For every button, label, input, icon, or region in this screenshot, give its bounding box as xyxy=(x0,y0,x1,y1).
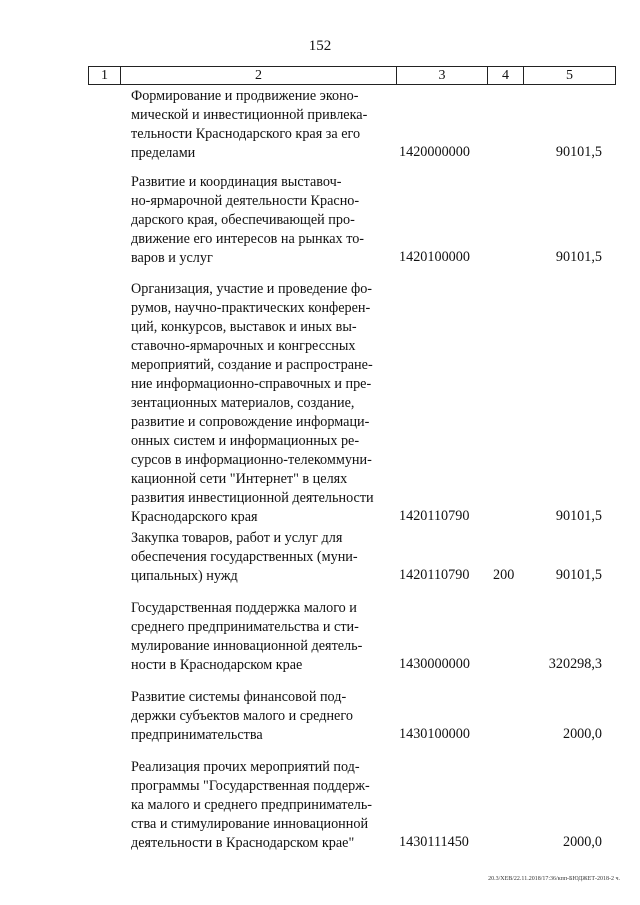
row-amount: 2000,0 xyxy=(562,726,602,742)
row-amount: 90101,5 xyxy=(555,144,602,160)
row-description: Реализация прочих мероприятий под- программы "Государственная поддерж- ка малого и среднего предприниматель- ства и стимулирование инновационной деятельности в Краснодарском крае" xyxy=(131,759,373,851)
column-header-table xyxy=(88,66,616,85)
column-header-5: 5 xyxy=(524,67,616,85)
column-header-2: 2 xyxy=(121,67,397,85)
row-target-code: 1430111450 xyxy=(399,834,469,850)
column-header-1: 1 xyxy=(89,67,121,85)
column-header-4: 4 xyxy=(488,67,524,85)
row-amount: 90101,5 xyxy=(555,567,602,583)
column-header-row xyxy=(89,67,616,85)
row-expense-type: 200 xyxy=(493,567,515,583)
column-header-3: 3 xyxy=(397,67,488,85)
row-target-code: 1430100000 xyxy=(399,726,470,742)
row-target-code: 1420100000 xyxy=(399,249,470,265)
row-amount: 90101,5 xyxy=(555,249,602,265)
row-description: Формирование и продвижение эконо- мической и инвестиционной привлека- тельности Краснодарского края за его пределами xyxy=(131,88,368,161)
page-number: 152 xyxy=(308,38,332,54)
row-amount: 320298,3 xyxy=(548,656,602,672)
row-description: Развитие и координация выставоч- но-ярмарочной деятельности Красно- дарского края, обеспечивающей про- движение его интересов на рынках то- варов и услуг xyxy=(131,174,365,266)
row-target-code: 1420000000 xyxy=(399,144,470,160)
row-description: Организация, участие и проведение фо- румов, научно-практических конферен- ций, конкурсов, выставок и иных вы- ставочно-ярмарочных и конгрессных мероприятий, создание и распростране- ние информационно-справочных и пре- зентационных материалов, создание, развитие и сопровождение информаци- онных систем и информационных ре- сурсов в информационно-телекоммуни- кационной сети "Интернет" в целях развития инвестиционной деятельности Краснодарского края xyxy=(131,281,374,525)
row-description: Государственная поддержка малого и среднего предпринимательства и сти- мулирование инновационной деятель- ности в Краснодарском крае xyxy=(131,600,363,673)
row-target-code: 1430000000 xyxy=(399,656,470,672)
row-target-code: 1420110790 xyxy=(399,567,470,583)
row-target-code: 1420110790 xyxy=(399,508,470,524)
row-description: Развитие системы финансовой под- держки субъектов малого и среднего предпринимательства xyxy=(131,689,353,743)
row-description: Закупка товаров, работ и услуг для обеспечения государственных (муни- ципальных) нужд xyxy=(131,530,358,584)
row-amount: 2000,0 xyxy=(562,834,602,850)
row-amount: 90101,5 xyxy=(555,508,602,524)
footer-stamp: 20.3/ХЕВ/22.11.2018/17:36/кпп-БЮДЖЕТ-2018-2 ч. xyxy=(488,876,620,882)
